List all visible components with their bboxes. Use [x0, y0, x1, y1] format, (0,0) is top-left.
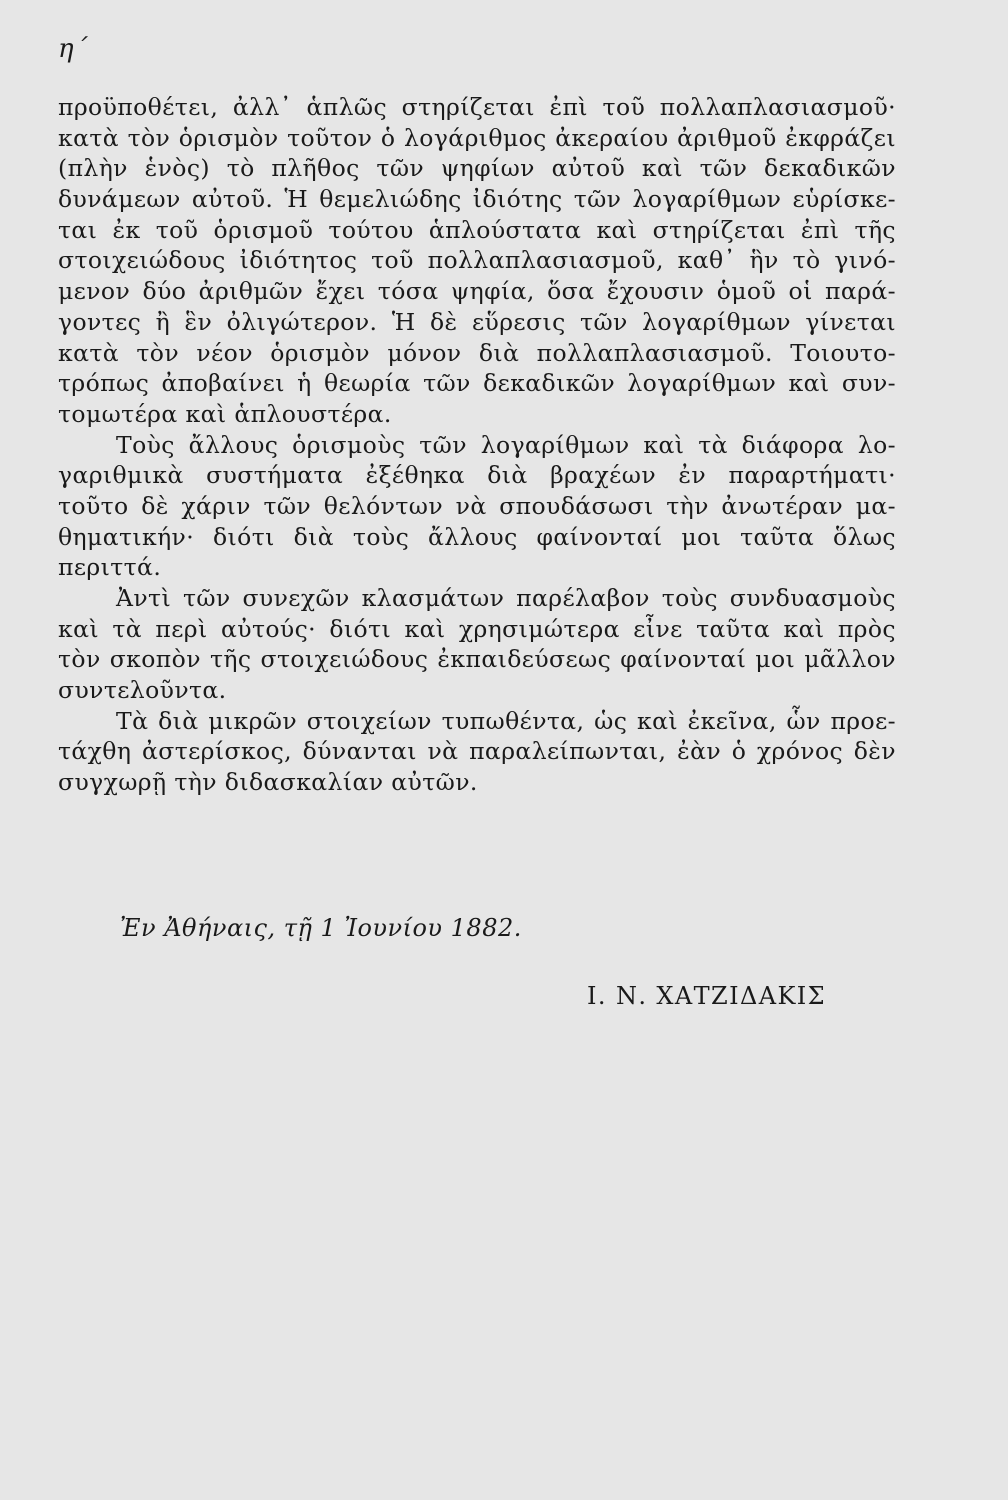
paragraph	[58, 430, 896, 583]
text-line: ται ἐκ τοῦ ὁρισμοῦ τούτου ἁπλούστατα καὶ στηρίζεται ἐπὶ τῆς	[58, 215, 896, 244]
body-text	[58, 92, 896, 798]
text-line: θηματικήν· διότι διὰ τοὺς ἄλλους φαίνονταί μοι ταῦτα ὅλως	[58, 522, 896, 551]
text-line: Τὰ διὰ μικρῶν στοιχείων τυπωθέντα, ὡς καὶ ἐκεῖνα, ὧν προε-	[116, 706, 896, 735]
text-line: Ἀντὶ τῶν συνεχῶν κλασμάτων παρέλαβον τοὺς συνδυασμοὺς	[116, 584, 896, 612]
text-line: κατὰ τὸν ὁρισμὸν τοῦτον ὁ λογάριθμος ἀκεραίου ἀριθμοῦ ἐκφράζει	[58, 123, 896, 152]
text-line: στοιχειώδους ἰδιότητος τοῦ πολλαπλασιασμοῦ, καθ᾽ ἣν τὸ γινό-	[58, 246, 896, 275]
text-line: προϋποθέτει, ἀλλ᾽ ἁπλῶς στηρίζεται ἐπὶ τοῦ πολλαπλασιασμοῦ·	[58, 93, 896, 121]
paragraph	[58, 583, 896, 706]
text-line: δυνάμεων αὐτοῦ. Ἡ θεμελιώδης ἰδιότης τῶν λογαρίθμων εὑρίσκε-	[58, 185, 896, 214]
text-line: συγχωρῇ τὴν διδασκαλίαν αὐτῶν.	[58, 768, 478, 797]
place-date-signoff: Ἐν Ἀθήναις, τῇ 1 Ἰουνίου 1882.	[120, 914, 522, 942]
text-line: τοῦτο δὲ χάριν τῶν θελόντων νὰ σπουδάσωσι τὴν ἀνωτέραν μα-	[58, 491, 896, 520]
text-line: μενον δύο ἀριθμῶν ἔχει τόσα ψηφία, ὅσα ἔχουσιν ὁμοῦ οἱ παρά-	[58, 277, 896, 306]
text-line: τάχθη ἀστερίσκος, δύνανται νὰ παραλείπωνται, ἐὰν ὁ χρόνος δὲν	[58, 737, 896, 766]
paragraph	[58, 706, 896, 798]
text-line: τρόπως ἀποβαίνει ἡ θεωρία τῶν δεκαδικῶν λογαρίθμων καὶ συν-	[58, 369, 896, 398]
text-line: (πλὴν ἑνὸς) τὸ πλῆθος τῶν ψηφίων αὐτοῦ καὶ τῶν δεκαδικῶν	[58, 154, 896, 183]
text-line: καὶ τὰ περὶ αὐτούς· διότι καὶ χρησιμώτερα εἶνε ταῦτα καὶ πρὸς	[58, 614, 896, 643]
author-signature: Ι. Ν. ΧΑΤΖΙΔΑΚΙΣ	[587, 982, 827, 1010]
page-number: η΄	[58, 34, 89, 64]
text-line: γαριθμικὰ συστήματα ἐξέθηκα διὰ βραχέων ἐν παραρτήματι·	[58, 461, 896, 490]
text-line: τὸν σκοπὸν τῆς στοιχειώδους ἐκπαιδεύσεως φαίνονταί μοι μᾶλλον	[58, 645, 896, 674]
text-line: περιττά.	[58, 553, 162, 582]
text-line: τομωτέρα καὶ ἁπλουστέρα.	[58, 399, 392, 428]
text-line: κατὰ τὸν νέον ὁρισμὸν μόνον διὰ πολλαπλασιασμοῦ. Τοιουτο-	[58, 338, 896, 367]
text-line: γοντες ἢ ἓν ὀλιγώτερον. Ἡ δὲ εὕρεσις τῶν λογαρίθμων γίνεται	[58, 307, 896, 336]
text-line: συντελοῦντα.	[58, 676, 227, 705]
text-line: Τοὺς ἄλλους ὁρισμοὺς τῶν λογαρίθμων καὶ τὰ διάφορα λο-	[116, 430, 896, 459]
paragraph	[58, 92, 896, 430]
